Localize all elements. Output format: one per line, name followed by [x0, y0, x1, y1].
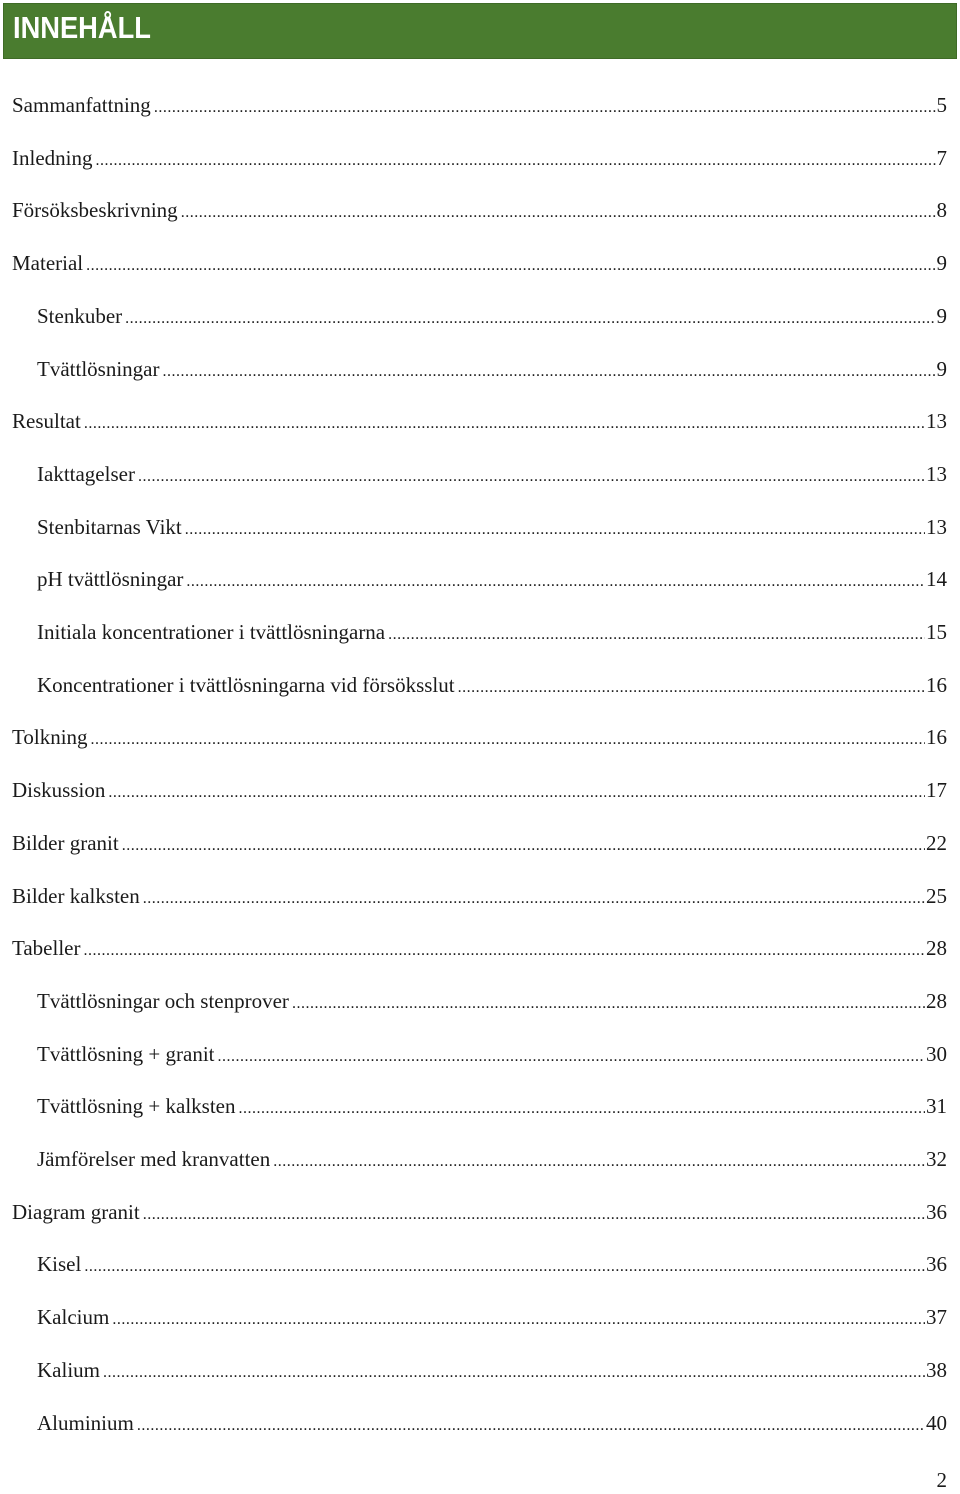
toc-entry[interactable]: [37, 1300, 947, 1334]
toc-entry-page: 38: [926, 1357, 947, 1382]
toc-entry-page: 17: [926, 778, 947, 803]
toc-dot-leader: [181, 196, 936, 227]
toc-entry[interactable]: [12, 826, 947, 860]
toc-entry-page: 13: [926, 461, 947, 486]
toc-dot-leader: [112, 1303, 925, 1334]
toc-entry[interactable]: [37, 1089, 947, 1123]
toc-entry-title: Diagram granit: [12, 1199, 140, 1224]
toc-dot-leader: [108, 776, 925, 807]
toc-entry[interactable]: [37, 1406, 947, 1440]
toc-entry-title: Initiala koncentrationer i tvättlösningarna: [37, 620, 386, 644]
toc-dot-leader: [162, 355, 935, 386]
toc-entry[interactable]: [12, 88, 947, 122]
toc-dot-leader: [125, 302, 935, 333]
toc-entry[interactable]: [37, 1142, 947, 1176]
toc-dot-leader: [143, 882, 925, 913]
toc-entry-page: 13: [926, 514, 947, 539]
toc-dot-leader: [186, 565, 925, 596]
toc-entry-title: Stenkuber: [37, 303, 123, 328]
toc-entry[interactable]: [37, 615, 947, 649]
toc-entry[interactable]: [37, 1037, 947, 1071]
toc-dot-leader: [239, 1092, 926, 1123]
toc-entry-page: 31: [926, 1094, 947, 1119]
toc-entry-page: 7: [936, 145, 947, 170]
toc-entry-page: 37: [926, 1305, 947, 1330]
toc-entry[interactable]: [12, 1195, 947, 1229]
toc-dot-leader: [84, 1250, 925, 1281]
toc-entry-title: Inledning: [12, 145, 93, 170]
toc-dot-leader: [154, 91, 936, 122]
section-header-bar: [3, 3, 957, 59]
toc-entry-page: 9: [936, 356, 947, 381]
toc-entry-title: pH tvättlösningar: [37, 567, 184, 592]
toc-entry-page: 25: [926, 883, 947, 908]
toc-entry-page: 32: [926, 1147, 947, 1171]
toc-dot-leader: [458, 671, 925, 702]
toc-entry-title: Tvättlösningar: [37, 356, 160, 381]
toc-entry-page: 40: [926, 1410, 947, 1435]
page-title: INNEHÅLL: [13, 10, 151, 45]
toc-dot-leader: [143, 1198, 925, 1229]
toc-dot-leader: [137, 1409, 925, 1440]
toc-entry-page: 28: [926, 988, 947, 1013]
toc-entry-title: Tolkning: [12, 725, 88, 750]
toc-entry-title: Kalcium: [37, 1305, 110, 1330]
toc-dot-leader: [292, 987, 925, 1018]
toc-entry-page: 5: [936, 93, 947, 117]
toc-entry[interactable]: [37, 668, 947, 702]
toc-entry[interactable]: [12, 773, 947, 807]
toc-dot-leader: [185, 513, 925, 544]
toc-entry-title: Bilder kalksten: [12, 883, 140, 908]
toc-entry-page: 36: [926, 1252, 947, 1277]
toc-entry-title: Tabeller: [12, 936, 81, 961]
toc-entry[interactable]: [37, 510, 947, 544]
toc-entry-page: 30: [926, 1041, 947, 1066]
toc-entry[interactable]: [12, 404, 947, 438]
toc-entry-page: 9: [936, 303, 947, 328]
toc-entry-page: 16: [926, 725, 947, 750]
toc-dot-leader: [218, 1040, 926, 1071]
toc-entry[interactable]: [12, 141, 947, 175]
toc-entry-page: 22: [926, 830, 947, 855]
toc-entry[interactable]: [37, 1353, 947, 1387]
toc-entry[interactable]: [12, 193, 947, 227]
toc-entry-title: Tvättlösningar och stenprover: [37, 988, 289, 1013]
toc-entry[interactable]: [37, 562, 947, 596]
toc-entry-title: Diskussion: [12, 778, 106, 803]
toc-entry-title: Kalium: [37, 1357, 100, 1382]
toc-entry-title: Material: [12, 251, 84, 276]
toc-entry-title: Sammanfattning: [12, 93, 151, 117]
toc-entry-title: Tvättlösning + granit: [37, 1041, 215, 1066]
page-number: 2: [936, 1468, 947, 1492]
toc-dot-leader: [122, 829, 925, 860]
toc-entry-title: Aluminium: [37, 1410, 134, 1435]
toc-entry-page: 8: [936, 198, 947, 223]
toc-entry-title: Stenbitarnas Vikt: [37, 514, 182, 539]
toc-entry-title: Jämförelser med kranvatten: [37, 1147, 271, 1171]
toc-dot-leader: [86, 249, 935, 280]
toc-entry-title: Tvättlösning + kalksten: [37, 1094, 236, 1119]
toc-entry-title: Koncentrationer i tvättlösningarna vid försöksslut: [37, 672, 455, 697]
toc-dot-leader: [84, 934, 926, 965]
toc-entry-title: Iakttagelser: [37, 461, 135, 486]
toc-entry[interactable]: [37, 984, 947, 1018]
toc-entry-page: 28: [926, 936, 947, 961]
toc-entry[interactable]: [12, 879, 947, 913]
toc-entry[interactable]: [12, 246, 947, 280]
toc-dot-leader: [95, 144, 935, 175]
toc-dot-leader: [273, 1145, 925, 1176]
toc-entry-page: 36: [926, 1199, 947, 1224]
toc-entry[interactable]: [37, 299, 947, 333]
toc-entry-title: Försöksbeskrivning: [12, 198, 178, 223]
toc-entry-page: 16: [926, 672, 947, 697]
toc-entry[interactable]: [12, 720, 947, 754]
toc-dot-leader: [388, 618, 925, 649]
toc-entry-page: 13: [926, 409, 947, 434]
toc-entry[interactable]: [37, 352, 947, 386]
toc-entry-page: 15: [926, 620, 947, 644]
toc-entry-title: Resultat: [12, 409, 81, 434]
toc-entry-page: 9: [936, 251, 947, 276]
toc-entry[interactable]: [37, 1247, 947, 1281]
toc-entry[interactable]: [37, 457, 947, 491]
toc-dot-leader: [91, 723, 925, 754]
toc-entry-title: Kisel: [37, 1252, 82, 1277]
toc-dot-leader: [84, 407, 925, 438]
toc-entry-title: Bilder granit: [12, 830, 119, 855]
toc-entry[interactable]: [12, 931, 947, 965]
toc-entry-page: 14: [926, 567, 947, 592]
toc-dot-leader: [138, 460, 925, 491]
toc-dot-leader: [103, 1356, 925, 1387]
